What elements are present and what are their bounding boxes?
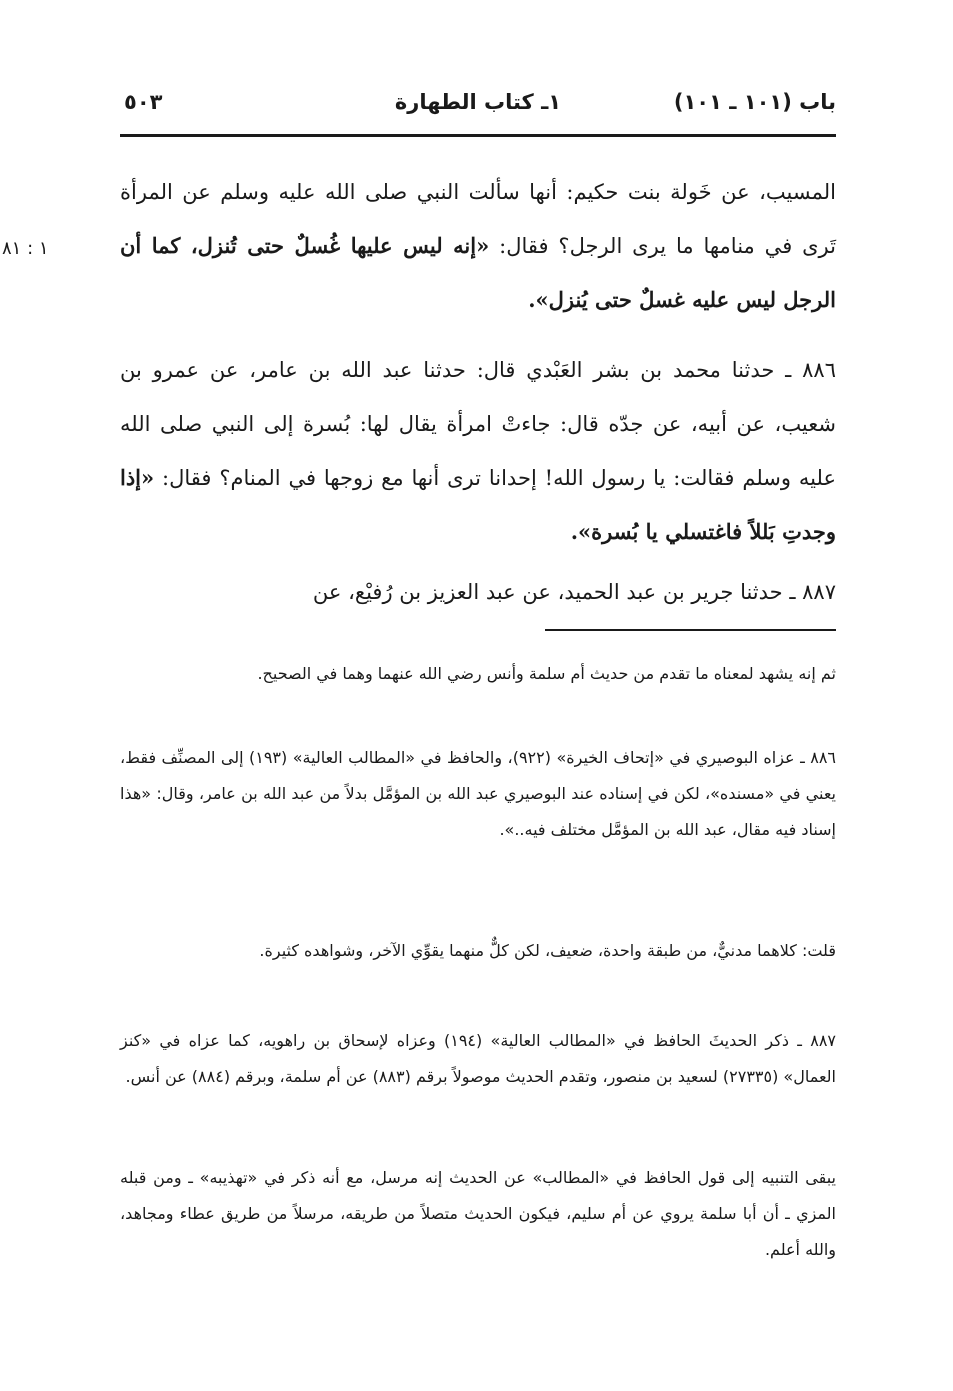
p3-text: ٨٨٧ ـ حدثنا جرير بن عبد الحميد، عن عبد العزيز بن رُفيْع، عن: [312, 580, 836, 604]
main-text-p1: [120, 165, 836, 327]
footnote-3-text: قلت: كلاهما مدنيٌّ، من طبقة واحدة، ضعيف، لكن كلٌّ منهما يقوِّي الآخر، وشواهده كثيرة.: [259, 941, 836, 960]
margin-reference: ١ : ٨١: [2, 238, 49, 259]
footnote-5-text: يبقى التنبيه إلى قول الحافظ في «المطالب» عن الحديث إنه مرسل، مع أنه ذكر في «تهذيبه» ـ ومن قبله المزي ـ أن أبا سلمة يروي عن أم سليم، فيكون الحديث متصلاً من طريقه، مرسلاً من طريق عطاء ومجاهد، والله أعلم.: [120, 1168, 836, 1259]
footnote-1: [120, 656, 836, 692]
footnote-2-text: ٨٨٦ ـ عزاه البوصيري في «إتحاف الخيرة» (٩٢٢)، والحافظ في «المطالب العالية» (١٩٣) إلى المصنِّف فقط، يعني في «مسنده»، لكن في إسناده عند البوصيري عبد الله بن المؤمَّل بدلاً من عبد الله بن عامر، وقال: «هذا إسناد فيه مقال، عبد الله بن المؤمَّل مختلف فيه..».: [120, 748, 836, 839]
p2-hadith-quote: «إذا وجدتِ بَللاً فاغتسلي يا بُسرة».: [120, 465, 836, 544]
page-header: [120, 90, 836, 130]
chapter-range: باب (١٠١ ـ ١٠١): [673, 90, 836, 114]
footnote-2: [120, 740, 836, 848]
header-rule: [120, 134, 836, 137]
main-text-p3: [120, 565, 836, 619]
footnote-5: [120, 1160, 836, 1268]
page-number: ٥٠٣: [124, 90, 163, 114]
p2-plain: ٨٨٦ ـ حدثنا محمد بن بشر العَبْدي قال: حدثنا عبد الله بن عامر، عن عمرو بن شعيب، عن أبيه، عن جدّه قال: جاءتْ امرأة يقال لها: بُسرة إلى النبي صلى الله عليه وسلم فقالت: يا رسول الله! إحدانا ترى أنها مع زوجها في المنام؟ فقال:: [120, 358, 836, 490]
p1-hadith-quote: «إنه ليس عليها غُسلٌ حتى تُنزل، كما أن الرجل ليس عليه غسلٌ حتى يُنزل».: [120, 233, 836, 312]
footnote-1-text: ثم إنه يشهد لمعناه ما تقدم من حديث أم سلمة وأنس رضي الله عنهما وهما في الصحيح.: [257, 664, 836, 683]
footnote-4-text: ٨٨٧ ـ ذكر الحديثَ الحافظ في «المطالب العالية» (١٩٤) وعزاه لإسحاق بن راهويه، كما عزاه في «كنز العمال» (٢٧٣٣٥) لسعيد بن منصور، وتقدم الحديث موصولاً برقم (٨٨٣) عن أم سلمة، وبرقم (٨٨٤) عن أنس.: [120, 1031, 836, 1086]
footnote-4: [120, 1023, 836, 1095]
main-text-p2: [120, 343, 836, 559]
footnote-3: [120, 933, 836, 969]
book-title: ١ـ كتاب الطهارة: [394, 90, 562, 114]
p1-plain: المسيب، عن خَولة بنت حكيم: أنها سألت النبي صلى الله عليه وسلم عن المرأة تَرى في منامها ما يرى الرجل؟ فقال:: [120, 180, 836, 258]
footnote-rule: [545, 629, 836, 631]
